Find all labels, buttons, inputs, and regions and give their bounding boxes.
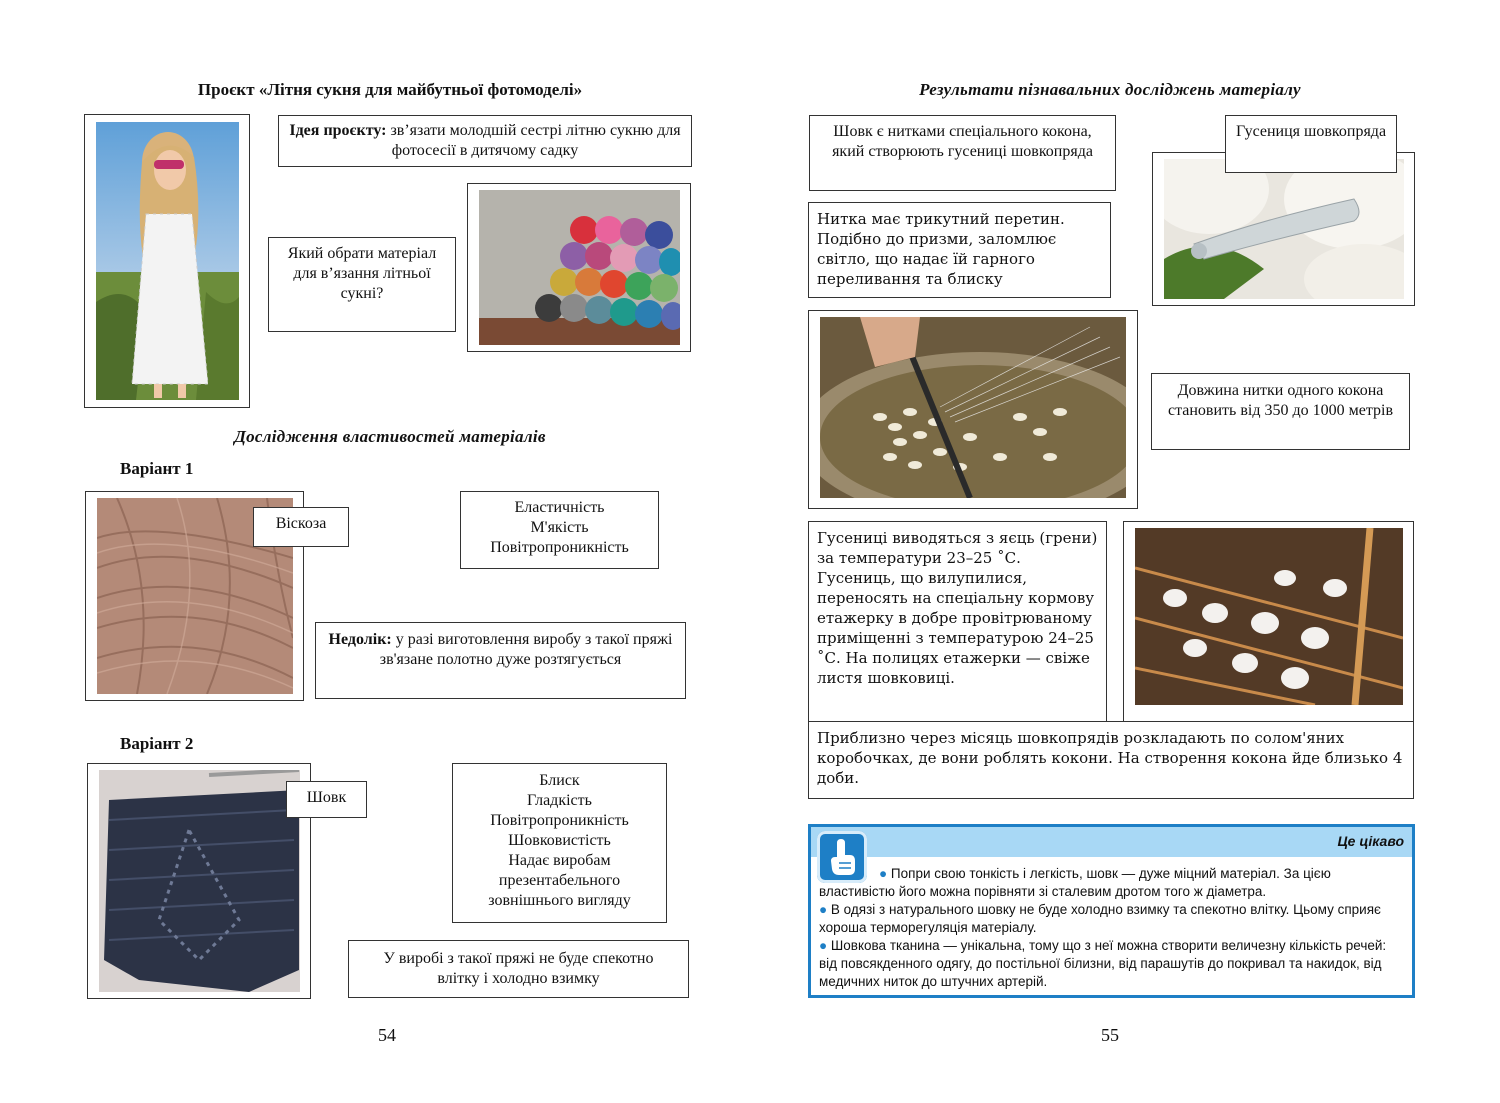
fact-bullet: ● xyxy=(879,866,888,881)
page-number-right: 55 xyxy=(1101,1025,1119,1045)
right-page-title: Результати пізнавальних досліджень матеріалу xyxy=(919,80,1301,99)
silk-note-box: У виробі з такої пряжі не буде спекотно влітку і холодно взимку xyxy=(348,940,689,998)
silk-label: Шовк xyxy=(286,781,367,818)
fact-title: Це цікаво xyxy=(1337,833,1404,849)
viscose-properties-box xyxy=(460,491,659,569)
variant1-heading: Варіант 1 xyxy=(120,459,194,478)
yarn-balls-photo xyxy=(479,190,680,345)
fact-text: В одязі з натурального шовку не буде холодно взимку та спекотно влітку. Цьому сприяє хороша терморегуляція матеріалу. xyxy=(819,902,1381,935)
fact-bullet: ● xyxy=(819,902,828,917)
viscose-drawback-box xyxy=(315,622,686,699)
viscose-property: Повітропроникність xyxy=(490,539,629,556)
girl-photo-frame xyxy=(84,114,250,408)
cocoon-month-box: Приблизно через місяць шовкопрядів розкладають по солом'яних коробочках, де вони роблять кокони. На створення кокона йде близько 4 доби. xyxy=(808,721,1414,799)
fact-item xyxy=(819,865,1407,901)
caterpillar-photo-frame xyxy=(1152,152,1415,306)
fact-item xyxy=(819,937,1407,991)
drawback-label: Недолік: xyxy=(328,631,392,648)
silk-property: Блиск xyxy=(539,772,580,789)
fact-text: Шовкова тканина — унікальна, тому що з неї можна створити величезну кількість речей: від повсякденного одягу, до постільної білизни, від парашутів до покривал та накидок, від медичних ниток до штучних артерій. xyxy=(819,938,1387,989)
fact-bullet: ● xyxy=(819,938,828,953)
interesting-fact-box xyxy=(808,824,1415,998)
material-question-box: Який обрати матеріал для в’язання літньої сукні? xyxy=(268,237,456,332)
silk-knitting-photo xyxy=(99,770,300,992)
silk-threads-box: Шовк є нитками спеціального кокона, який створюють гусениці шовкопряда xyxy=(809,115,1116,191)
variant2-heading: Варіант 2 xyxy=(120,734,194,753)
project-idea-box xyxy=(278,115,692,167)
cocoon-shelf-photo xyxy=(1135,528,1403,705)
fact-header-bar xyxy=(811,827,1412,857)
girl-in-dress-photo xyxy=(96,122,239,400)
page-number-left: 54 xyxy=(378,1025,396,1045)
yarn-photo-frame xyxy=(467,183,691,352)
caterpillar-hatching-box: Гусениці виводяться з яєць (грени) за температури 23–25 ˚С. Гусениць, що вилупилися, переносять на спеціальну кормову етажерку в добре провітрюваному приміщенні з температурою 24–25 ˚С. На полицях етажерки — свіже листя шовковиці. xyxy=(808,521,1107,722)
viscose-label: Віскоза xyxy=(253,507,349,547)
viscose-property: М'якість xyxy=(530,519,589,536)
silkworm-caterpillar-photo xyxy=(1164,159,1404,299)
left-page-title: Проєкт «Літня сукня для майбутньої фотомоделі» xyxy=(197,80,583,99)
silk-properties-box xyxy=(452,763,667,923)
thread-prism-box: Нитка має трикутний перетин. Подібно до призми, заломлює світло, що надає їй гарного переливання та блиску xyxy=(808,202,1111,298)
project-idea-label: Ідея проєкту: xyxy=(289,122,387,139)
caterpillar-label: Гусениця шовкопряда xyxy=(1225,115,1397,173)
research-title: Дослідження властивостей матеріалів xyxy=(234,427,546,446)
silk-property: Шовковистість xyxy=(508,832,611,849)
silk-property: Надає виробам презентабельного зовнішнього вигляду xyxy=(488,852,631,909)
cocoon-shelf-photo-frame xyxy=(1123,521,1414,722)
cocoon-boiling-photo-frame xyxy=(808,310,1138,509)
silk-property: Гладкість xyxy=(527,792,592,809)
cocoon-boiling-photo xyxy=(820,317,1126,498)
viscose-property: Еластичність xyxy=(514,499,605,516)
fact-list xyxy=(819,865,1407,991)
fact-item xyxy=(819,901,1407,937)
silk-knit-photo-frame xyxy=(87,763,311,999)
thread-length-box: Довжина нитки одного кокона становить від 350 до 1000 метрів xyxy=(1151,373,1410,450)
fact-text: Попри свою тонкість і легкість, шовк — дуже міцний матеріал. За цією властивістю його можна порівняти зі сталевим дротом того ж діаметра. xyxy=(819,866,1331,899)
drawback-text: у разі виготовлення виробу з такої пряжі зв'язане полотно дуже розтягується xyxy=(379,631,673,668)
project-idea-text: зв’язати молодшій сестрі літню сукню для фотосесії в дитячому садку xyxy=(386,122,681,159)
silk-property: Повітропроникність xyxy=(490,812,629,829)
